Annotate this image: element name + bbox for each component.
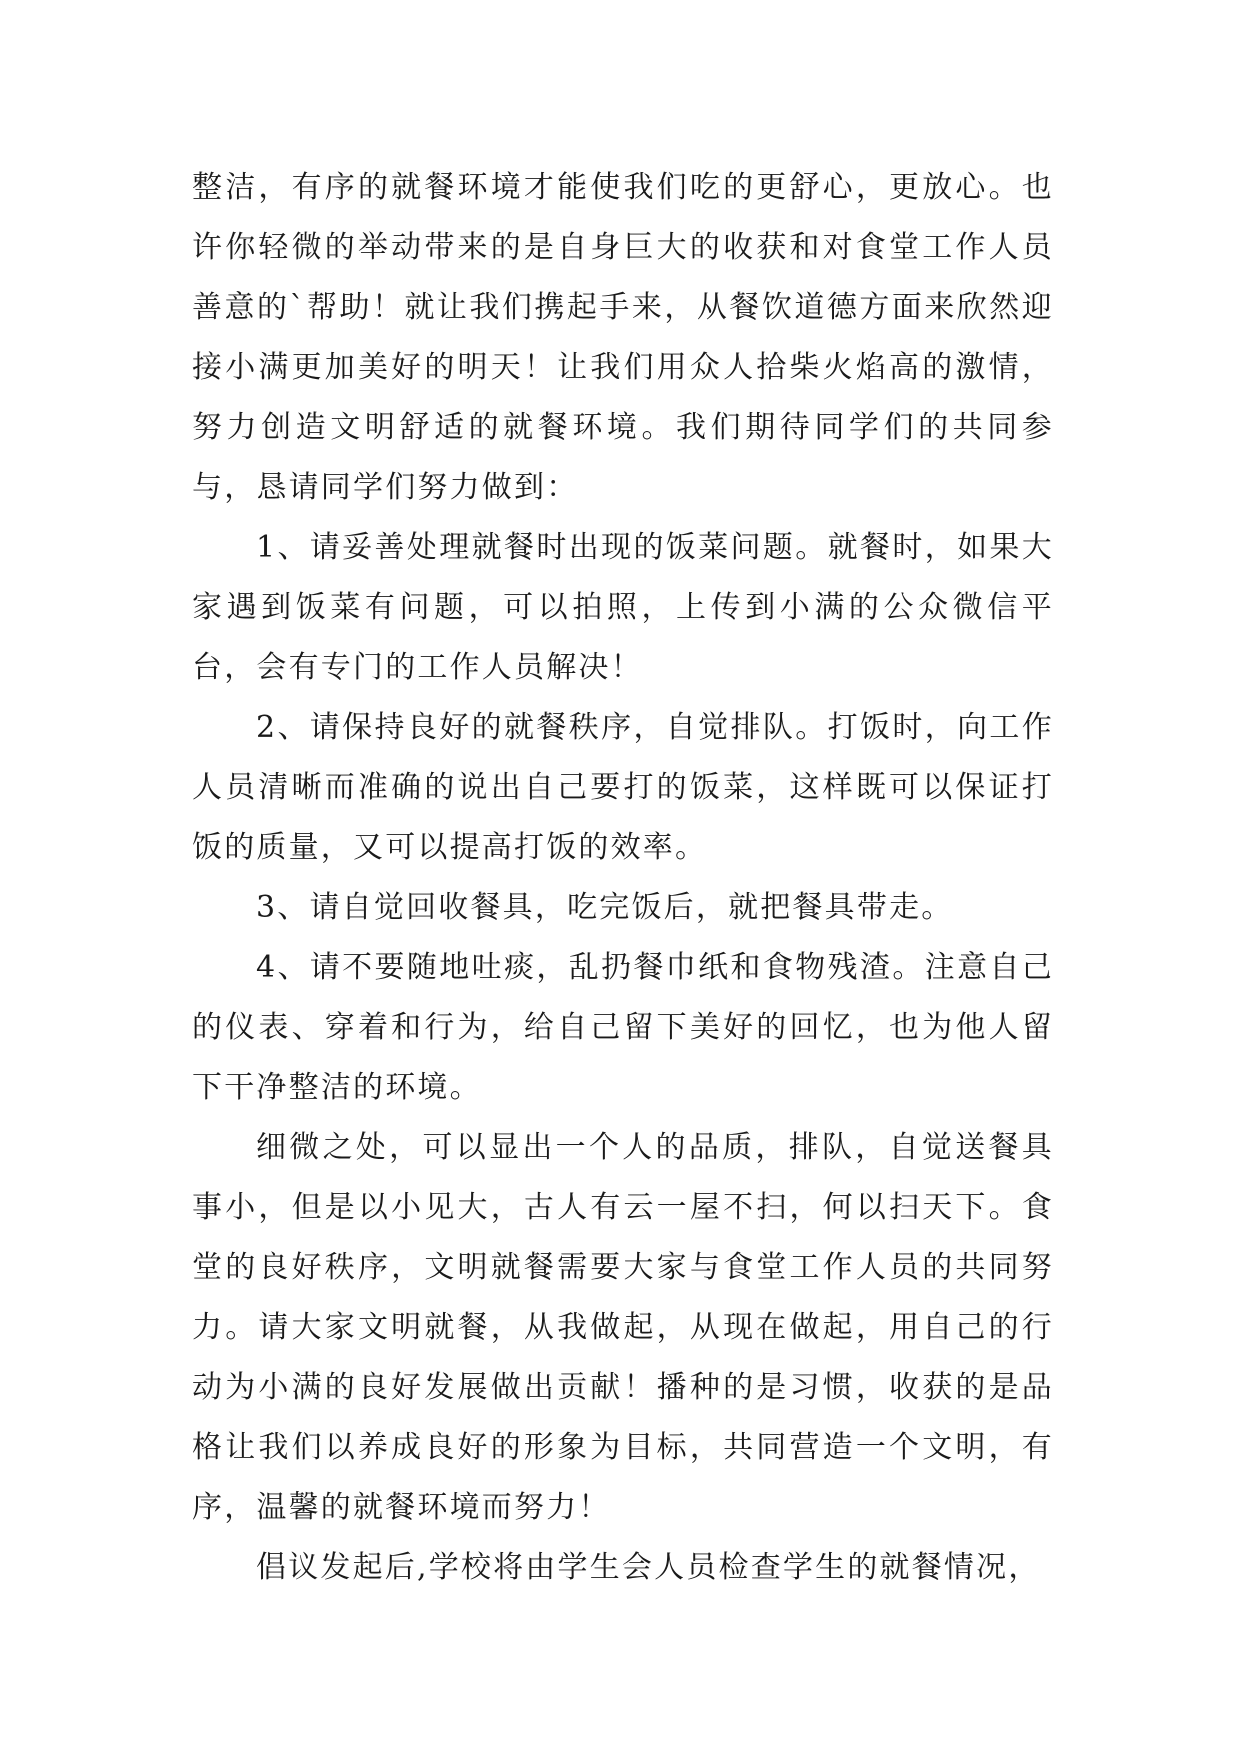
paragraph-item-4: 4、请不要随地吐痰，乱扔餐巾纸和食物残渣。注意自己的仪表、穿着和行为，给自己留下美好的回忆，也为他人留下干净整洁的环境。 bbox=[192, 950, 1054, 1105]
paragraph-item-2: 2、请保持良好的就餐秩序，自觉排队。打饭时，向工作人员清晰而准确的说出自己要打的饭菜，这样既可以保证打饭的质量，又可以提高打饭的效率。 bbox=[192, 710, 1054, 865]
paragraph-intro: 整洁，有序的就餐环境才能使我们吃的更舒心，更放心。也许你轻微的举动带来的是自身巨大的收获和对食堂工作人员善意的`帮助！就让我们携起手来，从餐饮道德方面来欣然迎接小满更加美好的明天！让我们用众人拾柴火焰高的激情，努力创造文明舒适的就餐环境。我们期待同学们的共同参与，恳请同学们努力做到： bbox=[192, 170, 1054, 505]
paragraph-conclusion: 细微之处，可以显出一个人的品质，排队，自觉送餐具事小，但是以小见大，古人有云一屋不扫，何以扫天下。食堂的良好秩序，文明就餐需要大家与食堂工作人员的共同努力。请大家文明就餐，从我做起，从现在做起，用自己的行动为小满的良好发展做出贡献！播种的是习惯，收获的是品格让我们以养成良好的形象为目标，共同营造一个文明，有序，温馨的就餐环境而努力！ bbox=[192, 1130, 1054, 1525]
paragraph-item-3: 3、请自觉回收餐具，吃完饭后，就把餐具带走。 bbox=[256, 890, 954, 925]
paragraph-item-1: 1、请妥善处理就餐时出现的饭菜问题。就餐时，如果大家遇到饭菜有问题，可以拍照，上传到小满的公众微信平台，会有专门的工作人员解决！ bbox=[192, 530, 1054, 685]
paragraph-followup: 倡议发起后,学校将由学生会人员检查学生的就餐情况， bbox=[256, 1550, 1041, 1585]
document-page bbox=[192, 158, 1054, 1598]
